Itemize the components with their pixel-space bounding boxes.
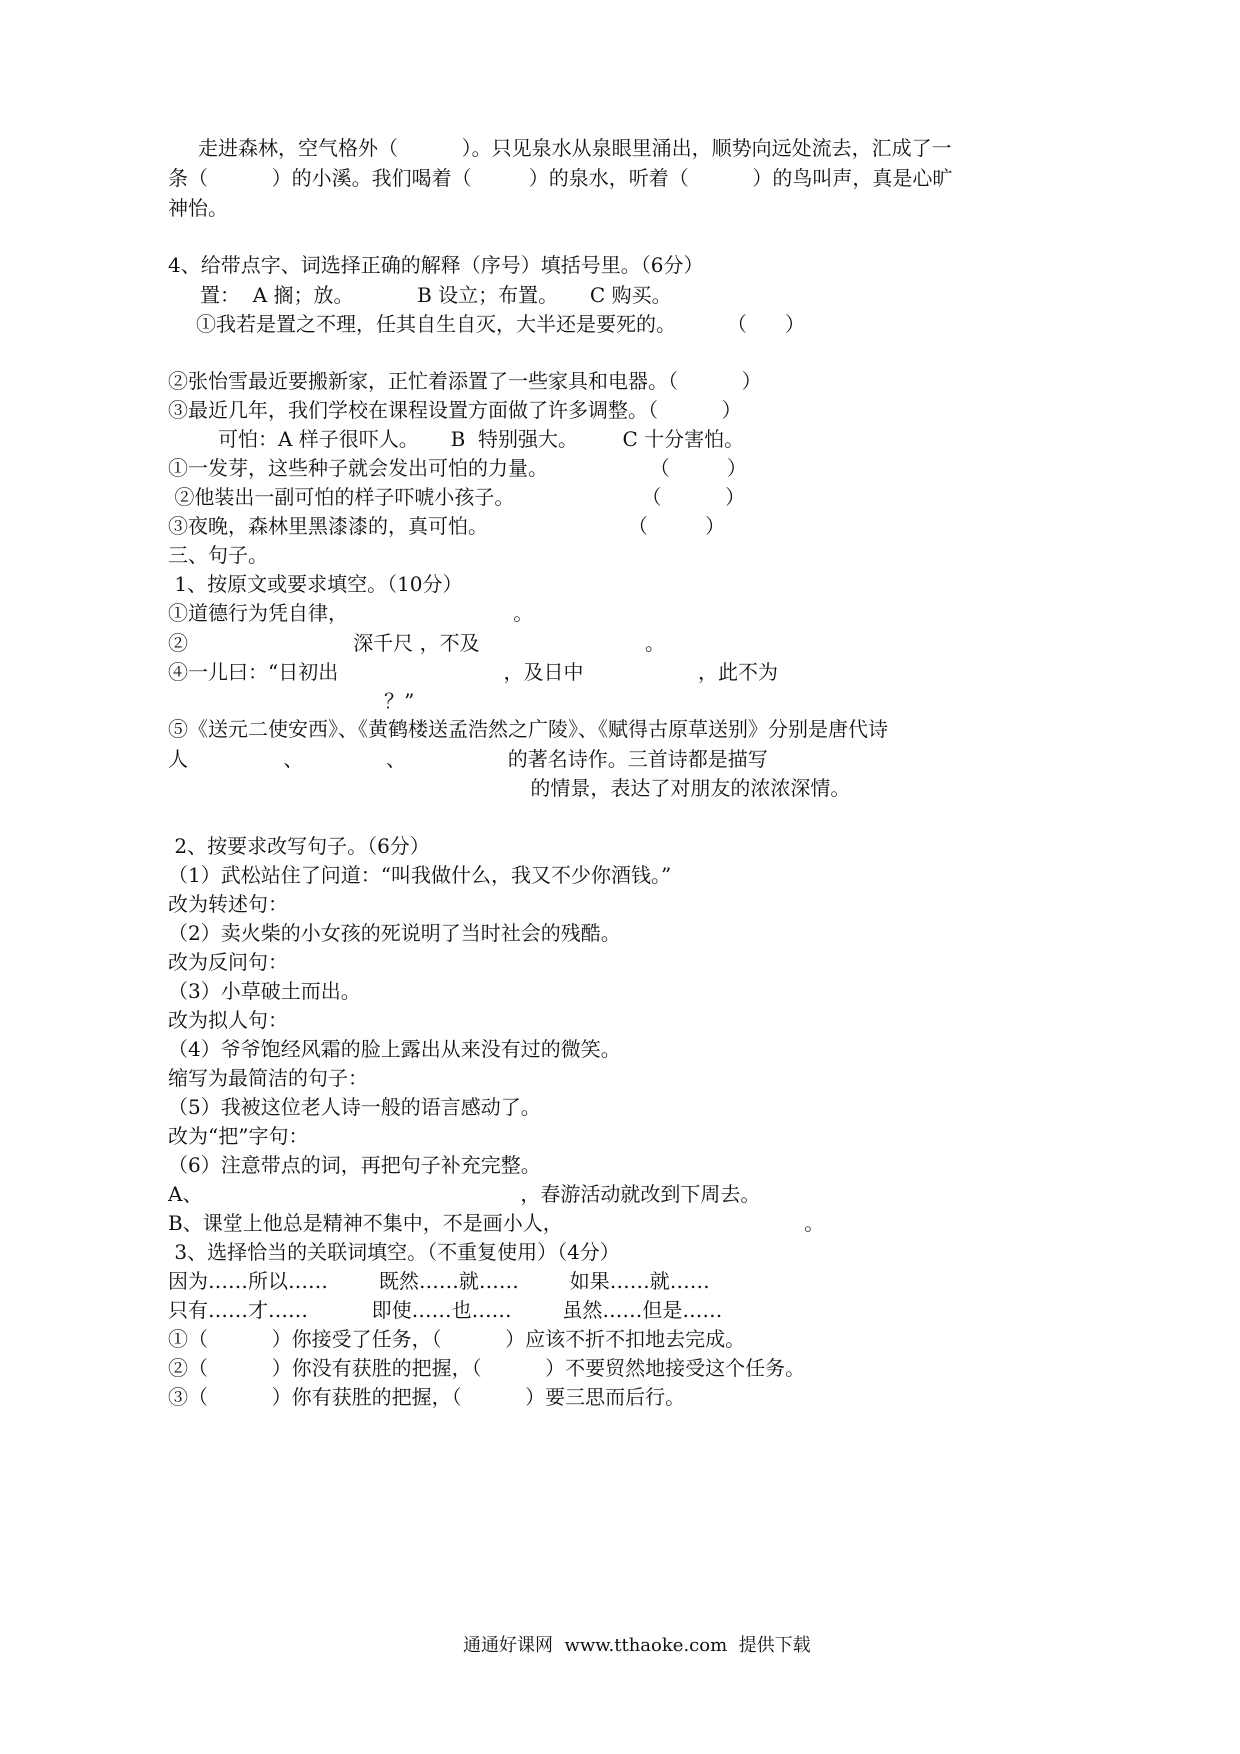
q1-title: 1、按原文或要求填空。（10分） — [168, 572, 463, 596]
q4-kepa-item: ①一发芽，这些种子就会发出可怕的力量。 （ ） — [168, 456, 747, 480]
rewrite-line: 改为反问句： — [168, 950, 288, 974]
fill-line: ④一儿曰：“日初出 ，及日中 ，此不为 — [168, 660, 778, 684]
rewrite-line: （6）注意带点的词，再把句子补充完整。 — [168, 1153, 541, 1177]
conjunction-item: ②（ ）你没有获胜的把握，（ ）不要贸然地接受这个任务。 — [168, 1356, 806, 1380]
rewrite-line: （3）小草破土而出。 — [168, 979, 361, 1003]
rewrite-line: B、课堂上他总是精神不集中，不是画小人， 。 — [168, 1211, 825, 1235]
rewrite-line: （5）我被这位老人诗一般的语言感动了。 — [168, 1095, 541, 1119]
passage-line-3: 神怡。 — [168, 196, 228, 220]
conjunction-row: 因为……所以…… 既然……就…… 如果……就…… — [168, 1269, 710, 1293]
fill-line: 的情景，表达了对朋友的浓浓深情。 — [168, 776, 851, 800]
q4-title: 4、给带点字、词选择正确的解释（序号）填括号里。（6分） — [168, 253, 704, 277]
rewrite-line: A、 ，春游活动就改到下周去。 — [168, 1182, 761, 1206]
fill-line: ①道德行为凭自律， 。 — [168, 601, 534, 625]
conjunction-item: ①（ ）你接受了任务，（ ）应该不折不扣地去完成。 — [168, 1327, 746, 1351]
rewrite-line: （4）爷爷饱经风霜的脸上露出从来没有过的微笑。 — [168, 1037, 621, 1061]
fill-line: ⑤《送元二使安西》、《黄鹤楼送孟浩然之广陵》、《赋得古原草送别》分别是唐代诗 — [168, 717, 888, 741]
passage-line-2: 条（ ）的小溪。我们喝着（ ）的泉水，听着（ ）的鸟叫声，真是心旷 — [168, 166, 953, 190]
page-footer: 通通好课网 www.tthaoke.com 提供下载 — [463, 1635, 811, 1656]
q4-zhi-item: ③最近几年，我们学校在课程设置方面做了许多调整。（ ） — [168, 398, 742, 422]
rewrite-line: 改为拟人句： — [168, 1008, 288, 1032]
q4-kepa-item: ②他装出一副可怕的样子吓唬小孩子。 （ ） — [168, 485, 746, 509]
q4-kepa-item: ③夜晚，森林里黑漆漆的，真可怕。 （ ） — [168, 514, 726, 538]
q4-kepa-options: 可怕：A 样子很吓人。 B 特别强大。 C 十分害怕。 — [218, 427, 745, 451]
q4-zhi-item: ②张怡雪最近要搬新家，正忙着添置了一些家具和电器。（ ） — [168, 369, 762, 393]
fill-line: ？” — [168, 689, 415, 713]
rewrite-line: 缩写为最简洁的句子： — [168, 1066, 368, 1090]
rewrite-line: （2）卖火柴的小女孩的死说明了当时社会的残酷。 — [168, 921, 621, 945]
section3-heading: 三、句子。 — [168, 543, 268, 567]
q4-zhi-options: 置： A 搁；放。 B 设立；布置。 C 购买。 — [200, 283, 672, 307]
passage-line-1: 走进森林，空气格外（ ）。只见泉水从泉眼里涌出，顺势向远处流去，汇成了一 — [198, 136, 952, 160]
conjunction-row: 只有……才…… 即使……也…… 虽然……但是…… — [168, 1298, 723, 1322]
rewrite-line: （1）武松站住了问道：“叫我做什么，我又不少你酒钱。” — [168, 863, 672, 887]
rewrite-line: 改为“把”字句： — [168, 1124, 309, 1148]
q3-title: 3、选择恰当的关联词填空。（不重复使用）（4分） — [168, 1240, 620, 1264]
q4-zhi-item: ①我若是置之不理，任其自生自灭，大半还是要死的。 （ ） — [196, 312, 806, 336]
q2-title: 2、按要求改写句子。（6分） — [168, 834, 430, 858]
conjunction-item: ③（ ）你有获胜的把握，（ ）要三思而后行。 — [168, 1385, 686, 1409]
fill-line: ② 深千尺 ，不及 。 — [168, 631, 665, 655]
rewrite-line: 改为转述句： — [168, 892, 288, 916]
fill-line: 人 、 、 的著名诗作。三首诗都是描写 — [168, 747, 768, 771]
